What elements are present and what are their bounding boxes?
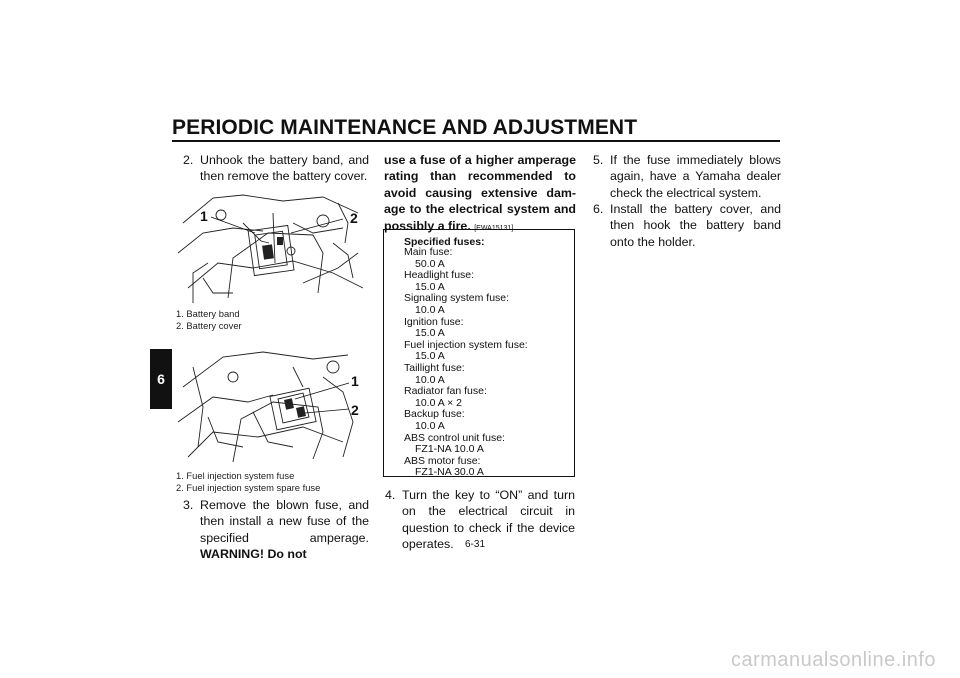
step-number: 4. <box>385 488 396 502</box>
warning-code: [EWA15131] <box>474 224 514 232</box>
warning-body: use a fuse of a higher amperage rating than recommended to avoid causing extensive dam-age to the electrical system and possibly a fire. <box>384 153 576 233</box>
spec-value: 10.0 A <box>415 303 445 316</box>
spec-value: 10.0 A <box>415 373 445 386</box>
spec-label: Taillight fuse: <box>404 361 465 374</box>
specified-fuses-box <box>383 229 575 477</box>
spec-value: 15.0 A <box>415 280 445 293</box>
spec-label: Radiator fan fuse: <box>404 385 487 398</box>
spec-label: Fuel injection system fuse: <box>404 338 528 351</box>
spec-label: ABS control unit fuse: <box>404 431 505 444</box>
figure2-callout-1: 1 <box>351 373 359 389</box>
step-2 <box>183 152 369 185</box>
spec-label: Main fuse: <box>404 246 453 258</box>
figure-fuse-box <box>172 346 370 468</box>
step-5 <box>593 152 781 201</box>
step-text <box>200 497 369 563</box>
figure2-caption-2: 2. Fuel injection system spare fuse <box>176 481 321 493</box>
step-6 <box>593 201 781 250</box>
spec-value: 10.0 A <box>415 419 445 432</box>
spec-label: Signaling system fuse: <box>404 292 510 305</box>
step-number: 5. <box>593 153 604 167</box>
spec-label: ABS motor fuse: <box>404 454 481 467</box>
step-text: If the fuse immediately blows again, have a Yamaha dealer check the electrical system. <box>610 153 781 200</box>
fuse-box-illustration <box>173 347 369 467</box>
spec-value: 15.0 A <box>415 327 445 340</box>
figure2-captions <box>176 470 320 494</box>
spec-label: Ignition fuse: <box>404 315 464 328</box>
spec-value: FZ1-NA 30.0 A <box>415 466 484 479</box>
watermark: carmanualsonline.info <box>730 649 936 671</box>
figure2-callout-2: 2 <box>351 402 359 418</box>
figure1-caption-2: 2. Battery cover <box>176 319 242 331</box>
spec-label: Headlight fuse: <box>404 269 475 282</box>
spec-label: Backup fuse: <box>404 408 465 421</box>
spec-title: Specified fuses: <box>404 236 485 248</box>
figure2-caption-1: 1. Fuel injection system fuse <box>176 470 295 481</box>
spec-value: 10.0 A × 2 <box>415 396 463 409</box>
header-rule <box>172 140 780 142</box>
warning-lead: WARNING! Do not <box>200 547 307 562</box>
warning-text <box>384 152 576 237</box>
figure1-caption-1: 1. Battery band <box>176 308 240 319</box>
chapter-tab: 6 <box>150 349 172 409</box>
step-text: Install the battery cover, and then hook the battery band onto the holder. <box>610 202 781 249</box>
page-number: 6-31 <box>465 539 486 550</box>
figure1-callout-2: 2 <box>350 210 358 226</box>
spec-list <box>404 247 528 479</box>
step-number: 3. <box>183 498 194 512</box>
step-number: 6. <box>593 202 604 216</box>
page-header-title: PERIODIC MAINTENANCE AND ADJUSTMENT <box>172 116 638 139</box>
step-3-text: Remove the blown fuse, and then install a new fuse of the specified amperage. <box>200 498 369 545</box>
figure1-callout-1: 1 <box>200 208 208 224</box>
step-text: Turn the key to “ON” and turn on the electrical circuit in question to check if the device operates. <box>402 488 575 552</box>
figure1-captions <box>176 308 242 332</box>
spec-value: FZ1-NA 10.0 A <box>415 443 484 456</box>
step-number: 2. <box>183 153 194 167</box>
step-text: Unhook the battery band, and then remove the battery cover. <box>200 153 369 184</box>
spec-value: 15.0 A <box>415 350 445 363</box>
spec-value: 50.0 A <box>415 257 445 270</box>
step-3 <box>183 497 369 563</box>
